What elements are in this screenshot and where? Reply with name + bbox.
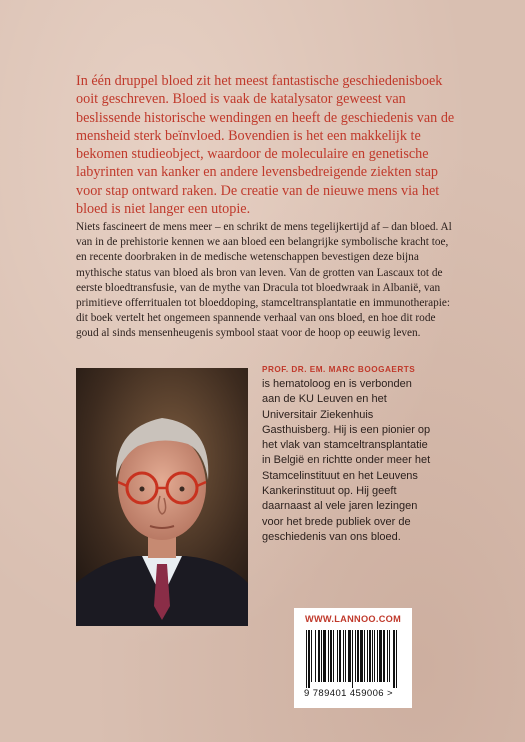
- publisher-url: WWW.LANNOO.COM: [304, 614, 402, 624]
- intro-paragraph: In één druppel bloed zit het meest fantastische geschiedenisboek ooit geschreven. Bloed is vaak de katalysator geweest van beslissende historische wendingen en heeft de geschiedenis van de mensheid sterk beïnvloed. Bovendien is het een makkelijk te bekomen studieobject, waardoor de moleculaire en genetische labyrinten van kanker en andere levensbedreigende ziekten stap voor stap ontward raken. De creatie van de nieuwe mens via het bloed is niet langer een utopie.: [76, 73, 455, 218]
- author-portrait-image: [76, 368, 248, 626]
- author-bio: [262, 364, 432, 545]
- barcode-box: [294, 608, 412, 708]
- author-photo: [76, 368, 248, 626]
- isbn-digits: [304, 688, 408, 699]
- isbn-barcode: [306, 630, 400, 688]
- author-bio-text: is hematoloog en is verbonden aan de KU Leuven en het Universitair Ziekenhuis Gasthuisberg. Hij is een pionier op het vlak van stamceltransplantatie in België en richtte onder meer het Stamcelinstituut en het Leuvens Kankerinstituut op. Hij geeft daarnaast al vele jaren lezingen voor het brede publiek over de geschiedenis van ons bloed.: [262, 378, 431, 543]
- description-paragraph: Niets fascineert de mens meer – en schrikt de mens tegelijkertijd af – dan bloed. Al van in de prehistorie kennen we aan bloed een belangrijke symbolische kracht toe, en recente doorbraken in de medische wetenschappen bevestigen deze bijna mythische status van bloed als bron van leven. Van de grotten van Lascaux tot de eerste bloedtransfusie, van de mythe van Dracula tot bloedwraak in Albanië, van primitieve offerritualen tot bloeddoping, stamceltransplantatie en immunotherapie: dit boek vertelt het ongemeen spannende verhaal van ons bloed, en hoe dit rode goud al sinds mensenheugenis symbool staat voor de hoop op eeuwig leven.: [76, 221, 452, 340]
- isbn-number: 9 789401 459006: [304, 688, 384, 699]
- isbn-arrow: >: [387, 688, 393, 699]
- author-name: PROF. DR. EM. MARC BOOGAERTS: [262, 365, 416, 374]
